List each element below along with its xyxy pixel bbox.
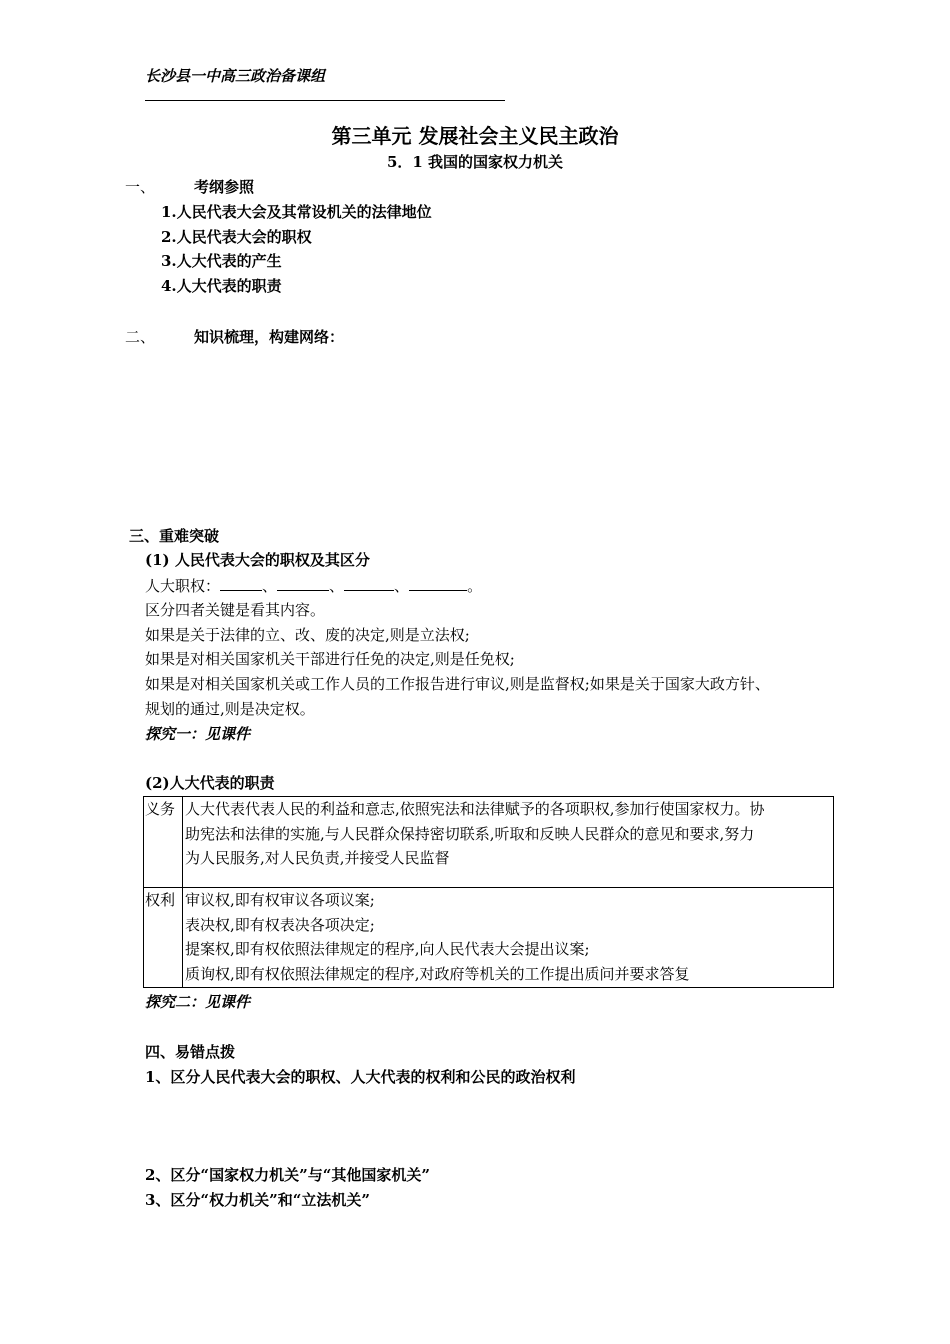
section3-subheading-2: (2)人大代表的职责 bbox=[145, 774, 275, 792]
table-content-cell bbox=[183, 797, 834, 888]
section4-item: 2、区分“国家权力机关”与“其他国家机关” bbox=[145, 1166, 430, 1184]
section3-subheading-1: (1) 人民代表大会的职权及其区分 bbox=[145, 551, 370, 569]
blank-separator: 、 bbox=[262, 577, 278, 595]
unit-title: 第三单元 发展社会主义民主政治 bbox=[331, 124, 619, 148]
fill-blank[interactable] bbox=[277, 576, 329, 591]
cell-line: 提案权,即有权依照法律规定的程序,向人民代表大会提出议案; bbox=[185, 940, 590, 958]
powers-line bbox=[145, 576, 482, 595]
cell-line: 质询权,即有权依照法律规定的程序,对政府等机关的工作提出质问并要求答复 bbox=[185, 964, 690, 983]
cell-line: 助宪法和法律的实施,与人民群众保持密切联系,听取和反映人民群众的意见和要求,努力 bbox=[185, 824, 755, 843]
blank-separator: 、 bbox=[394, 577, 410, 595]
blank-separator: 、 bbox=[329, 577, 345, 595]
lesson-title: 5．1 我国的国家权力机关 bbox=[386, 153, 564, 171]
cell-line: 审议权,即有权审议各项议案; bbox=[185, 891, 375, 909]
cell-line: 为人民服务,对人民负责,并接受人民监督 bbox=[185, 849, 450, 867]
section1-item: 2.人民代表大会的职权 bbox=[161, 228, 312, 246]
cell-line: 表决权,即有权表决各项决定; bbox=[185, 915, 375, 934]
body-line: 规划的通过,则是决定权。 bbox=[145, 700, 315, 718]
section2-number: 二、 bbox=[125, 328, 156, 346]
explore-note-2: 探究二：见课件 bbox=[145, 993, 251, 1011]
fill-blank[interactable] bbox=[409, 576, 467, 591]
body-line: 如果是关于法律的立、改、废的决定,则是立法权; bbox=[145, 626, 470, 644]
blank-end: 。 bbox=[467, 577, 483, 595]
section3-title: 三、重难突破 bbox=[129, 527, 220, 545]
table-row bbox=[144, 797, 834, 888]
section4-title: 四、易错点拨 bbox=[145, 1043, 236, 1061]
header-divider bbox=[145, 100, 505, 101]
section1-title: 考纲参照 bbox=[194, 178, 255, 196]
section1-item: 4.人大代表的职责 bbox=[161, 277, 282, 295]
table-header-cell: 义务 bbox=[144, 797, 183, 888]
school-header: 长沙县一中高三政治备课组 bbox=[145, 67, 326, 85]
body-line: 如果是对相关国家机关或工作人员的工作报告进行审议,则是监督权;如果是关于国家大政方针、 bbox=[145, 675, 770, 693]
table-header-cell: 权利 bbox=[144, 888, 183, 988]
cell-line: 人大代表代表人民的利益和意志,依照宪法和法律赋予的各项职权,参加行使国家权力。协 bbox=[185, 800, 765, 818]
section4-item: 3、区分“权力机关”和“立法机关” bbox=[145, 1191, 370, 1209]
table-row bbox=[144, 888, 834, 988]
section1-item: 3.人大代表的产生 bbox=[161, 252, 282, 270]
fill-blank[interactable] bbox=[344, 576, 394, 591]
section4-item: 1、区分人民代表大会的职权、人大代表的权利和公民的政治权利 bbox=[145, 1068, 576, 1086]
fill-blank[interactable] bbox=[220, 576, 262, 591]
section1-item: 1.人民代表大会及其常设机关的法律地位 bbox=[161, 203, 432, 221]
powers-prefix: 人大职权： bbox=[145, 577, 221, 595]
explore-note-1: 探究一：见课件 bbox=[145, 725, 251, 743]
body-line: 如果是对相关国家机关干部进行任免的决定,则是任免权; bbox=[145, 650, 515, 668]
section2-title: 知识梳理，构建网络： bbox=[194, 328, 345, 346]
duty-table bbox=[143, 796, 834, 988]
section1-number: 一、 bbox=[125, 178, 156, 196]
table-content-cell bbox=[183, 888, 834, 988]
body-line: 区分四者关键是看其内容。 bbox=[145, 601, 326, 619]
